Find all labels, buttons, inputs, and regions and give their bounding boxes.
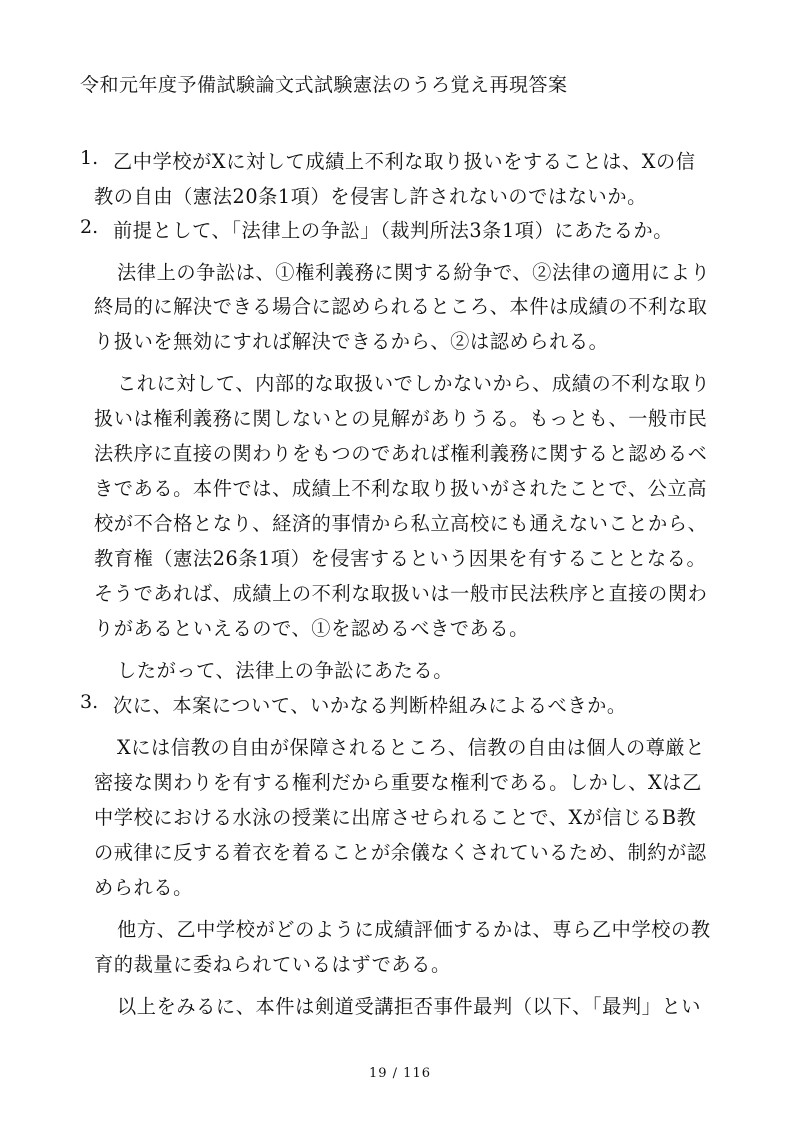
text-line: 法律上の争訟は、①権利義務に関する紛争で、②法律の適用により — [117, 261, 711, 284]
text-line: 教の自由（憲法20条1項）を侵害し許されないのではないか。 — [94, 185, 647, 208]
text-line: 他方、乙中学校がどのように成績評価するかは、専ら乙中学校の教 — [117, 918, 711, 941]
text-line: そうであれば、成績上の不利な取扱いは一般市民法秩序と直接の関わ — [94, 582, 708, 605]
text-line: りがあるといえるので、①を認めるべきである。 — [94, 617, 529, 640]
text-line: 密接な関わりを有する権利だから重要な権利である。しかし、Xは乙 — [94, 771, 702, 794]
page-number: 19 / 116 — [369, 1066, 431, 1081]
section-number: 1. — [80, 147, 99, 169]
text-line: められる。 — [94, 876, 193, 899]
text-line: 終局的に解決できる場合に認められるところ、本件は成績の不利な取 — [94, 295, 708, 318]
text-line: 前提として、「法律上の争訟」（裁判所法3条1項）にあたるか。 — [113, 219, 674, 242]
text-line: 次に、本案について、いかなる判断枠組みによるべきか。 — [113, 694, 627, 717]
text-line: したがって、法律上の争訟にあたる。 — [117, 659, 454, 682]
text-line: Xには信教の自由が保障されるところ、信教の自由は個人の尊厳と — [117, 736, 706, 759]
text-line: り扱いを無効にすれば解決できるから、②は認められる。 — [94, 330, 609, 353]
text-line: これに対して、内部的な取扱いでしかないから、成績の不利な取り — [117, 372, 711, 395]
page-title: 令和元年度予備試験論文式試験憲法のうろ覚え再現答案 — [80, 74, 568, 96]
text-line: 扱いは権利義務に関しないとの見解がありうる。もっとも、一般市民 — [94, 407, 708, 430]
text-line: 乙中学校がXに対して成績上不利な取り扱いをすることは、Xの信 — [113, 150, 696, 173]
text-line: きである。本件では、成績上不利な取り扱いがされたことで、公立高 — [94, 477, 708, 500]
text-line: 以上をみるに、本件は剣道受講拒否事件最判（以下、「最判」とい — [117, 995, 702, 1018]
section-number: 2. — [80, 216, 99, 238]
text-line: 校が不合格となり、経済的事情から私立高校にも通えないことから、 — [94, 512, 708, 535]
text-line: 教育権（憲法26条1項）を侵害するという因果を有することとなる。 — [94, 547, 707, 570]
text-line: 中学校における水泳の授業に出席させられることで、Xが信じるB教 — [94, 806, 697, 829]
text-line: 育的裁量に委ねられているはずである。 — [94, 953, 451, 976]
text-line: 法秩序に直接の関わりをもつのであれば権利義務に関すると認めるベ — [94, 442, 708, 465]
section-number: 3. — [80, 691, 99, 713]
text-line: の戒律に反する着衣を着ることが余儀なくされているため、制約が認 — [94, 841, 707, 864]
